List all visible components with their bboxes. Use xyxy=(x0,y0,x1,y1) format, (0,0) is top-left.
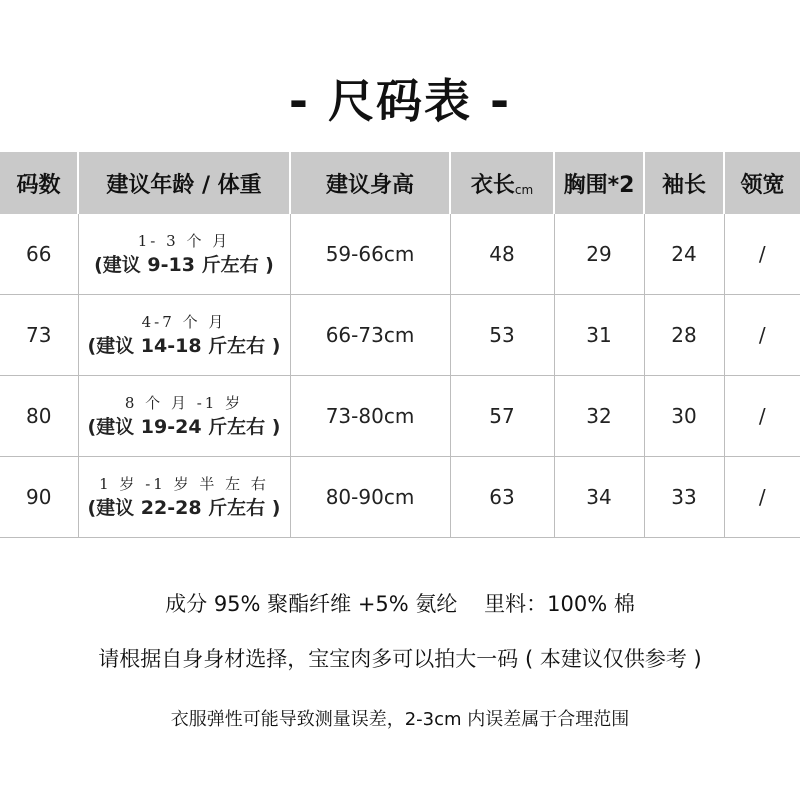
cell-age: 4-7 个 月 xyxy=(141,312,227,331)
header-collar: 领宽 xyxy=(724,152,800,214)
cell-weight: (建议 19-24 斤左右 ) xyxy=(87,415,281,438)
cell-chest: 29 xyxy=(554,214,644,295)
cell-height: 80-90cm xyxy=(290,457,450,538)
cell-length: 53 xyxy=(450,295,554,376)
cell-sleeve: 33 xyxy=(644,457,724,538)
cell-length: 63 xyxy=(450,457,554,538)
cell-size: 80 xyxy=(0,376,78,457)
table-row xyxy=(0,295,800,376)
cell-size: 73 xyxy=(0,295,78,376)
cell-height: 73-80cm xyxy=(290,376,450,457)
tolerance-note: 衣服弹性可能导致测量误差，2-3cm 内误差属于合理范围 xyxy=(170,709,630,730)
cell-height: 59-66cm xyxy=(290,214,450,295)
cell-collar: / xyxy=(724,214,800,295)
header-length-unit: cm xyxy=(514,182,534,197)
cell-length: 48 xyxy=(450,214,554,295)
size-chart-table xyxy=(0,152,800,538)
cell-age: 1- 3 个 月 xyxy=(137,231,231,250)
cell-chest: 34 xyxy=(554,457,644,538)
cell-weight: (建议 9-13 斤左右 ) xyxy=(94,253,274,276)
cell-chest: 31 xyxy=(554,295,644,376)
cell-size: 66 xyxy=(0,214,78,295)
cell-weight: (建议 22-28 斤左右 ) xyxy=(87,496,281,519)
cell-age-weight xyxy=(78,376,290,457)
cell-length: 57 xyxy=(450,376,554,457)
cell-age-weight xyxy=(78,457,290,538)
cell-collar: / xyxy=(724,295,800,376)
cell-age: 8 个 月 -1 岁 xyxy=(124,393,244,412)
header-height: 建议身高 xyxy=(290,152,450,214)
size-advice-note: 请根据自身身材选择，宝宝肉多可以拍大一码 ( 本建议仅供参考 ) xyxy=(98,647,702,671)
cell-chest: 32 xyxy=(554,376,644,457)
cell-sleeve: 28 xyxy=(644,295,724,376)
table-row xyxy=(0,457,800,538)
header-sleeve: 袖长 xyxy=(644,152,724,214)
cell-age: 1 岁 -1 岁 半 左 右 xyxy=(99,474,269,493)
header-size: 码数 xyxy=(0,152,78,214)
cell-size: 90 xyxy=(0,457,78,538)
cell-sleeve: 30 xyxy=(644,376,724,457)
page-title: - 尺码表 - xyxy=(288,74,512,128)
cell-collar: / xyxy=(724,457,800,538)
cell-age-weight xyxy=(78,295,290,376)
header-chest: 胸围*2 xyxy=(554,152,644,214)
cell-collar: / xyxy=(724,376,800,457)
header-age-weight: 建议年龄 / 体重 xyxy=(78,152,290,214)
header-length xyxy=(450,152,554,214)
header-length-label: 衣长 xyxy=(470,172,515,198)
material-note: 成分 95% 聚酯纤维 +5% 氨纶 里料：100% 棉 xyxy=(165,592,635,616)
table-row xyxy=(0,214,800,295)
cell-height: 66-73cm xyxy=(290,295,450,376)
table-header-row xyxy=(0,152,800,214)
cell-sleeve: 24 xyxy=(644,214,724,295)
cell-weight: (建议 14-18 斤左右 ) xyxy=(87,334,281,357)
table-row xyxy=(0,376,800,457)
cell-age-weight xyxy=(78,214,290,295)
